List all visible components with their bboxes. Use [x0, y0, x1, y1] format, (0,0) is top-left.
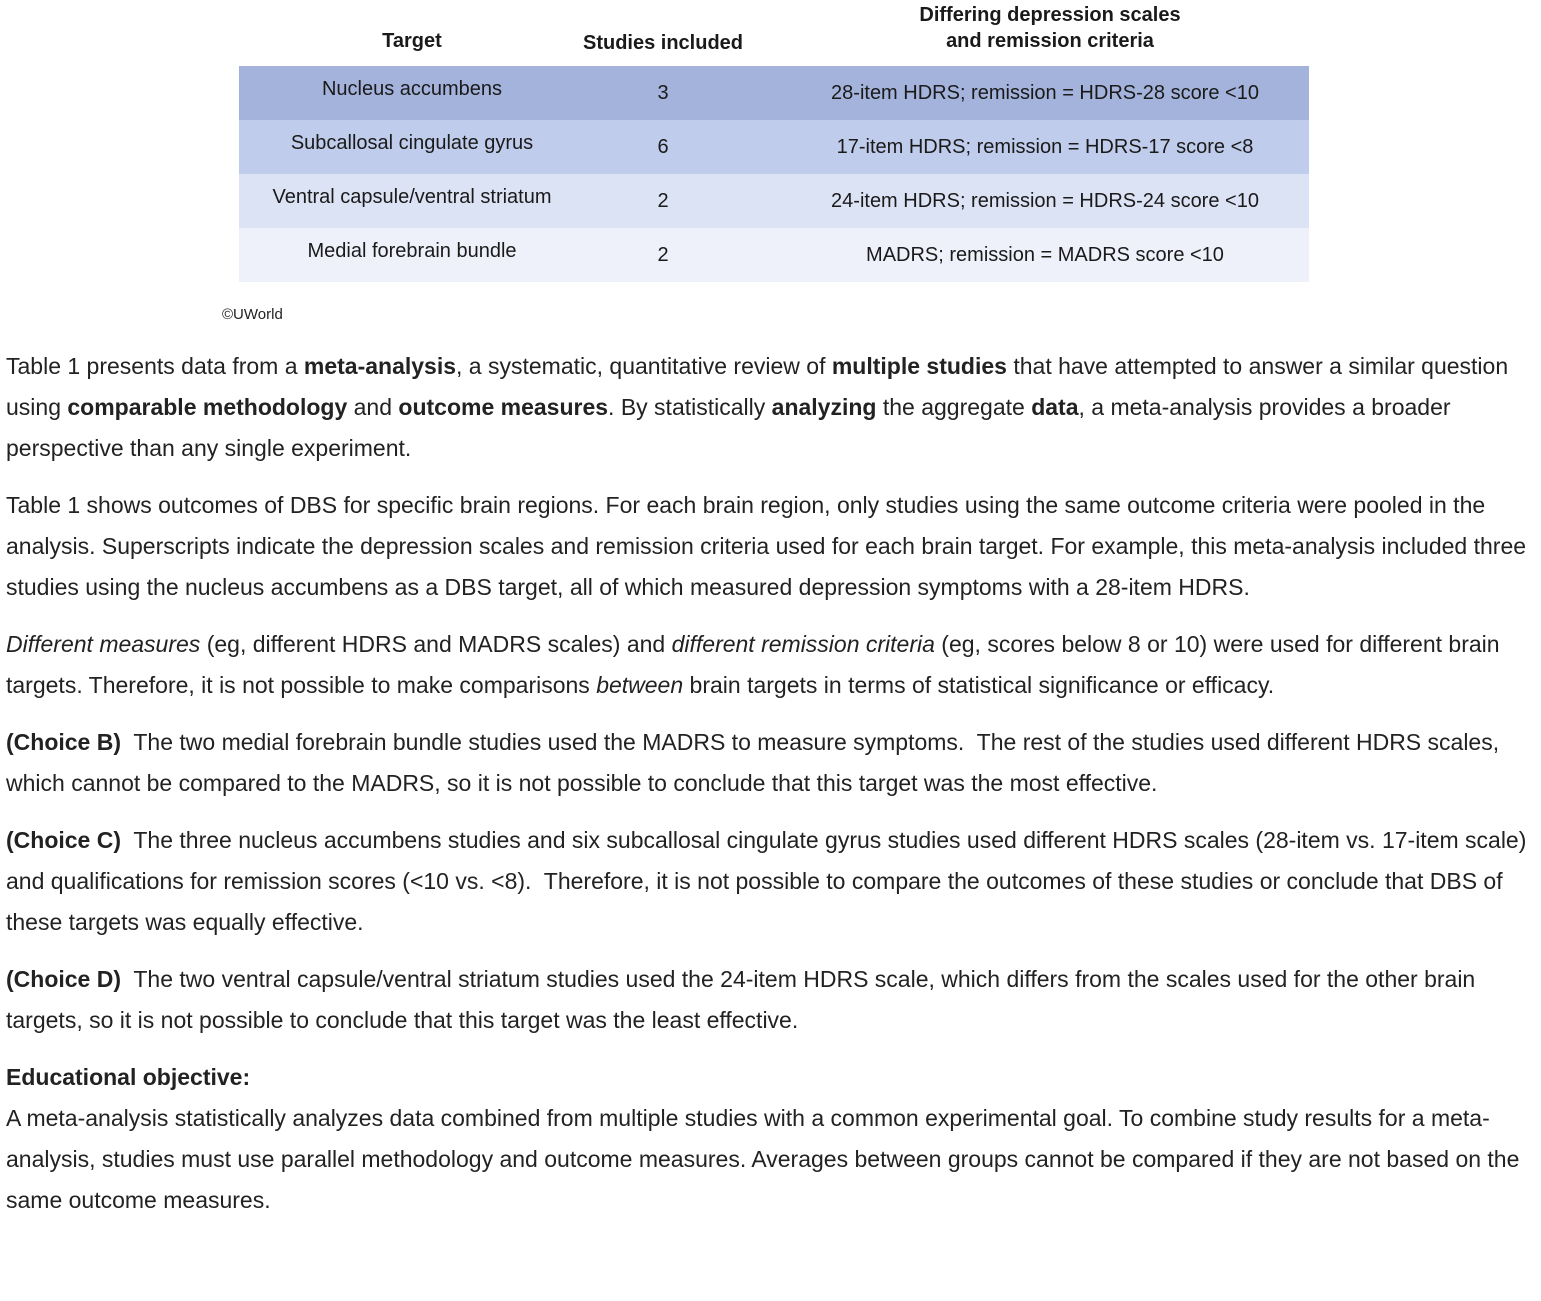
text-span: , a meta-analysis provides a broader perspective than any single experiment. — [6, 394, 1451, 461]
cell-target: Ventral capsule/ventral striatum — [272, 186, 552, 208]
header-scales-line1: Differing depression scales — [919, 4, 1181, 26]
choice-label: (Choice C) — [6, 827, 121, 853]
cell-studies: 2 — [657, 244, 669, 266]
cell-scale: 24-item HDRS; remission = HDRS-24 score <10 — [831, 190, 1259, 212]
italic-term: between — [596, 672, 684, 698]
paragraph-meta-analysis — [6, 346, 1541, 469]
bold-term: data — [1031, 394, 1079, 420]
italic-term: Different measures — [6, 631, 201, 657]
explanation-body — [6, 346, 1541, 1237]
choice-b-explanation — [6, 722, 1541, 804]
header-scales-line2: and remission criteria — [946, 30, 1154, 52]
choice-c-explanation — [6, 820, 1541, 943]
text-span: the aggregate — [876, 394, 1032, 420]
cell-target: Medial forebrain bundle — [307, 240, 517, 262]
table-row — [239, 66, 1309, 120]
text-span: . By statistically — [608, 394, 772, 420]
cell-scale: 17-item HDRS; remission = HDRS-17 score <8 — [836, 136, 1254, 158]
bold-term: comparable methodology — [67, 394, 348, 420]
cell-target: Nucleus accumbens — [321, 78, 503, 100]
data-table — [239, 66, 1309, 282]
choice-text: The two medial forebrain bundle studies used the MADRS to measure symptoms. The rest of the studies used different HDRS scales, which cannot be compared to the MADRS, so it is not possible to conclude that this target was the most effective. — [6, 729, 1506, 796]
bold-term: analyzing — [771, 394, 877, 420]
choice-label: (Choice D) — [6, 966, 121, 992]
text-span: that have attempted to answer a similar question using — [6, 353, 1509, 420]
choice-text: The three nucleus accumbens studies and six subcallosal cingulate gyrus studies used different HDRS scales (28-item vs. 17-item scale) and qualifications for remission scores (<10 vs. <8). Therefore, it is not possible to compare the outcomes of these studies or conclude that DBS of these targets was equally effective. — [6, 827, 1533, 935]
cell-studies: 6 — [657, 136, 669, 158]
educational-objective-text: A meta-analysis statistically analyzes data combined from multiple studies with a common experimental goal. To combine study results for a meta-analysis, studies must use parallel methodology and outcome measures. Averages between groups cannot be compared if they are not based on the same outcome measures. — [6, 1105, 1520, 1213]
text-span: (eg, scores below 8 or 10) were used for different brain targets. Therefore, it is not possible to make comparisons — [6, 631, 1500, 698]
cell-scale: MADRS; remission = MADRS score <10 — [866, 244, 1224, 266]
copyright-credit: ©UWorld — [222, 306, 283, 323]
cell-studies: 2 — [657, 190, 669, 212]
text-span: (eg, different HDRS and MADRS scales) and — [200, 631, 672, 657]
choice-label: (Choice B) — [6, 729, 121, 755]
cell-studies: 3 — [657, 82, 669, 104]
header-depression-scales — [820, 2, 1280, 54]
paragraph-table-outcomes: Table 1 shows outcomes of DBS for specific brain regions. For each brain region, only studies using the same outcome criteria were pooled in the analysis. Superscripts indicate the depression scales and remission criteria used for each brain target. For example, this meta-analysis included three studies using the nucleus accumbens as a DBS target, all of which measured depression symptoms with a 28-item HDRS. — [6, 492, 1527, 600]
choice-text: The two ventral capsule/ventral striatum studies used the 24-item HDRS scale, which differs from the scales used for the other brain targets, so it is not possible to conclude that this target was the least effective. — [6, 966, 1482, 1033]
table-figure — [0, 0, 1541, 340]
paragraph-different-measures — [6, 624, 1541, 706]
text-span: and — [347, 394, 399, 420]
table-row — [239, 174, 1309, 228]
bold-term: meta-analysis — [303, 353, 457, 379]
bold-term: multiple studies — [831, 353, 1007, 379]
header-target: Target — [382, 30, 442, 52]
table-row — [239, 120, 1309, 174]
cell-target: Subcallosal cingulate gyrus — [290, 132, 534, 154]
choice-d-explanation — [6, 959, 1541, 1041]
italic-term: different remission criteria — [671, 631, 935, 657]
table-row — [239, 228, 1309, 282]
cell-scale: 28-item HDRS; remission = HDRS-28 score <10 — [831, 82, 1259, 104]
text-span: Table 1 presents data from a — [6, 353, 304, 379]
text-span: , a systematic, quantitative review of — [456, 353, 832, 379]
educational-objective-heading: Educational objective: — [6, 1064, 251, 1090]
header-studies-included: Studies included — [582, 32, 744, 54]
text-span: brain targets in terms of statistical significance or efficacy. — [683, 672, 1275, 698]
bold-term: outcome measures — [398, 394, 609, 420]
